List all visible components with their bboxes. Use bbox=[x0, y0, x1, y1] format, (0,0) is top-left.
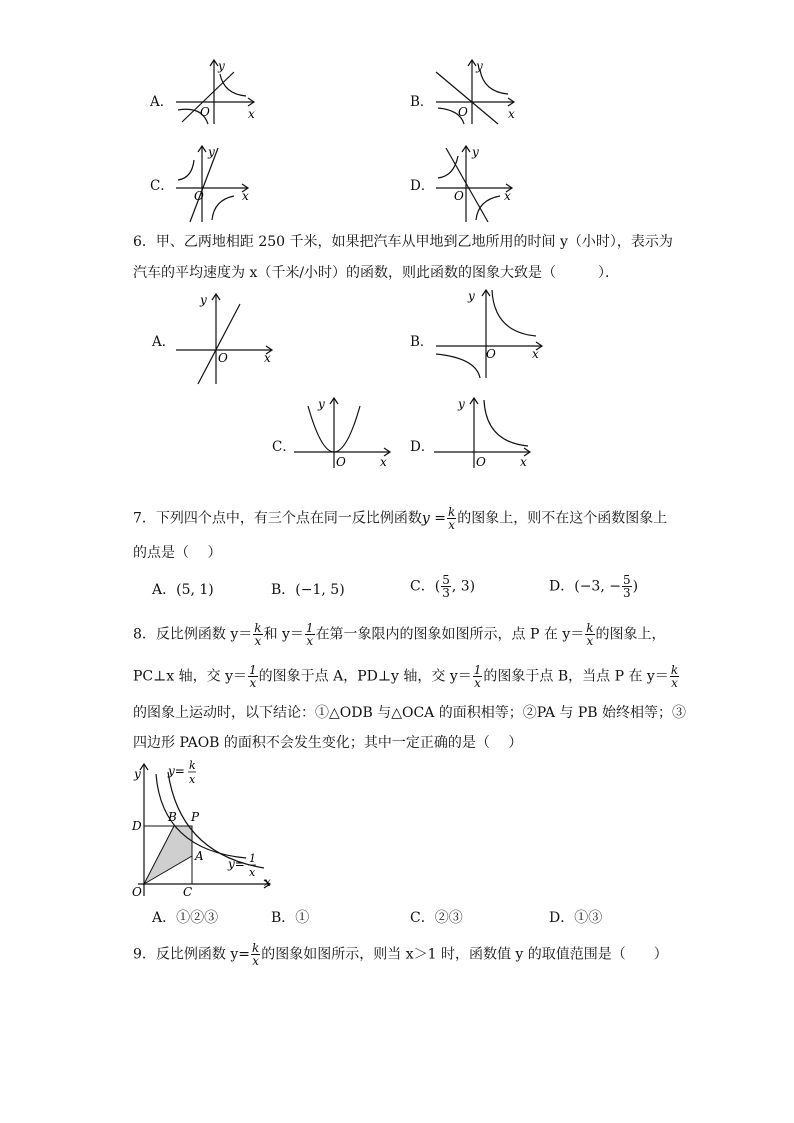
q8-option-c-value: ②③ bbox=[434, 910, 463, 926]
q6-option-c-label: C． bbox=[272, 439, 296, 455]
axis-x-label: x bbox=[380, 455, 387, 469]
q5-option-a-graph bbox=[172, 58, 262, 126]
q7-fraction-numerator: k bbox=[448, 505, 456, 519]
axis-x-label: x bbox=[242, 189, 249, 203]
origin-label: O bbox=[476, 455, 486, 469]
q7-option-d[interactable]: D．(−3, − $\frac{5}{3}$ ) bbox=[549, 573, 639, 600]
axis-x-label: x bbox=[508, 107, 515, 121]
origin-label: O bbox=[218, 351, 228, 365]
q8-option-d-value: ①③ bbox=[574, 910, 603, 926]
fraction-k-over-x: $\frac{k}{x}$ bbox=[586, 621, 594, 648]
axis-y-label: y bbox=[208, 145, 215, 159]
axis-y-label: y bbox=[468, 289, 475, 303]
axis-y-label: y bbox=[218, 59, 225, 73]
q5-option-d-label: D． bbox=[410, 178, 435, 194]
q9-fraction: $\frac{k}{x}$ bbox=[252, 941, 260, 968]
shaded-quadrilateral-paob bbox=[144, 826, 192, 884]
q8-option-a-value: ①②③ bbox=[176, 910, 219, 926]
curve-1-label-den: x bbox=[249, 866, 256, 879]
axis-x-label: x bbox=[504, 189, 511, 203]
q7-option-b-label: B． bbox=[271, 582, 296, 598]
q7-option-c[interactable]: C．( $\frac{5}{3}$ , 3) bbox=[410, 573, 476, 600]
q7-option-a-value: (5, 1) bbox=[176, 582, 214, 598]
q8-option-b[interactable]: B．① bbox=[271, 910, 310, 926]
point-o-label: O bbox=[132, 885, 142, 898]
axis-y-label: y bbox=[318, 397, 325, 411]
curve-k-label-num: k bbox=[189, 759, 196, 772]
q6-stem-line2: 汽车的平均速度为 x（千米/小时）的函数，则此函数的图象大致是（ ）． bbox=[133, 265, 620, 281]
q8-stem-line2: PC⊥x 轴，交 y＝ $\frac{1}{x}$ 的图象于点 A，PD⊥y 轴，交 y＝ $\frac{1}{x}$ 的图象于点 B，当点 P 在 y＝ $\frac{k}{x}$ bbox=[133, 663, 679, 690]
fraction-k-over-x: $\frac{k}{x}$ bbox=[670, 663, 679, 690]
curve-1-label-prefix: y= bbox=[228, 857, 245, 871]
q7-function-fraction bbox=[447, 506, 456, 531]
axis-x-label: x bbox=[264, 351, 271, 365]
q8-option-a[interactable]: A．①②③ bbox=[152, 910, 219, 926]
point-a-label: A bbox=[195, 849, 204, 863]
q5-option-b-graph bbox=[432, 58, 522, 126]
q7-option-c-fraction: $\frac{5}{3}$ bbox=[442, 573, 450, 600]
origin-label: O bbox=[458, 105, 468, 119]
q7-fraction-denominator: x bbox=[448, 518, 456, 532]
curve-1-label-num: 1 bbox=[249, 852, 256, 865]
q6-stem-line1: 6．甲、乙两地相距 250 千米，如果把汽车从甲地到乙地所用的时间 y（小时），表示为 bbox=[133, 234, 673, 250]
origin-label: O bbox=[486, 347, 496, 361]
q6-option-d-label: D． bbox=[410, 439, 435, 455]
q6-option-c-graph-parabola bbox=[292, 394, 396, 470]
q8-option-d[interactable]: D．①③ bbox=[549, 910, 603, 926]
fraction-k-over-x: $\frac{k}{x}$ bbox=[254, 621, 262, 648]
curve-k-label-den: x bbox=[189, 773, 196, 786]
origin-label: O bbox=[336, 455, 346, 469]
origin-label: O bbox=[194, 189, 204, 203]
q8-option-c[interactable]: C．②③ bbox=[410, 910, 463, 926]
origin-label: O bbox=[454, 189, 464, 203]
q6-option-a-label: A． bbox=[152, 334, 176, 350]
q7-stem-line1 bbox=[133, 506, 667, 531]
q7-option-a-label: A． bbox=[152, 582, 177, 598]
q8-stem-line4: 四边形 PAOB 的面积不会发生变化；其中一定正确的是（ ） bbox=[133, 735, 523, 751]
axis-y-label: y bbox=[200, 293, 207, 307]
point-b-label: B bbox=[168, 810, 177, 824]
q6-option-b-graph-hyperbola bbox=[432, 284, 548, 380]
q8-figure bbox=[128, 758, 280, 898]
fraction-1-over-x: $\frac{1}{x}$ bbox=[249, 663, 257, 690]
fraction-1-over-x: $\frac{1}{x}$ bbox=[305, 621, 314, 648]
q8-stem-line1: 8．反比例函数 y＝ $\frac{k}{x}$ 和 y＝ $\frac{1}{x}$ 在第一象限内的图象如图所示，点 P 在 y＝ $\frac{k}{x}$ 的图象上， bbox=[133, 621, 666, 648]
q7-stem-post: 的图象上，则不在这个函数图象上 bbox=[457, 510, 668, 527]
q8-option-b-value: ① bbox=[295, 910, 310, 926]
q7-function-y: y = bbox=[421, 510, 446, 527]
curve-k-label-prefix: y= bbox=[168, 764, 185, 778]
q7-stem-pre: 7．下列四个点中，有三个点在同一反比例函数 bbox=[133, 510, 422, 527]
q5-option-c-label: C． bbox=[150, 178, 174, 194]
origin-label: O bbox=[200, 105, 210, 119]
axis-y-label: y bbox=[476, 59, 483, 73]
axis-x-label: x bbox=[248, 107, 255, 121]
q7-option-b[interactable] bbox=[271, 580, 345, 600]
point-c-label: C bbox=[183, 885, 193, 898]
q6-option-d-graph-hyperbola bbox=[432, 394, 536, 470]
q6-option-a-graph-line bbox=[172, 288, 282, 386]
point-p-label: P bbox=[191, 810, 200, 824]
q5-option-d-graph bbox=[432, 142, 522, 224]
y-axis-label: y bbox=[134, 767, 141, 781]
q5-option-c-graph bbox=[172, 142, 262, 224]
axis-x-label: x bbox=[532, 347, 539, 361]
q5-option-a-label: A． bbox=[150, 94, 174, 110]
axis-y-label: y bbox=[472, 145, 479, 159]
q9-stem: 9．反比例函数 y= $\frac{k}{x}$ 的图象如图所示，则当 x＞1 时，函数值 y 的取值范围是（ ） bbox=[133, 941, 668, 968]
q7-option-d-fraction: $\frac{5}{3}$ bbox=[622, 573, 631, 600]
q7-option-a[interactable] bbox=[152, 580, 214, 600]
x-axis-label: x bbox=[264, 875, 271, 889]
q7-option-c-label: C． bbox=[410, 578, 435, 595]
q8-stem-line3: 的图象上运动时，以下结论：①△ODB 与△OCA 的面积相等；②PA 与 PB 始终相等；③ bbox=[133, 705, 687, 721]
point-d-label: D bbox=[132, 819, 142, 833]
q6-option-b-label: B． bbox=[410, 334, 434, 350]
q7-option-d-label: D． bbox=[549, 578, 575, 595]
axis-y-label: y bbox=[458, 397, 465, 411]
fraction-1-over-x: $\frac{1}{x}$ bbox=[473, 663, 482, 690]
axis-x-label: x bbox=[520, 455, 527, 469]
q7-stem-line2: 的点是（ ） bbox=[133, 545, 222, 561]
q5-option-b-label: B． bbox=[410, 94, 434, 110]
q7-option-b-value: (−1, 5) bbox=[295, 582, 345, 598]
